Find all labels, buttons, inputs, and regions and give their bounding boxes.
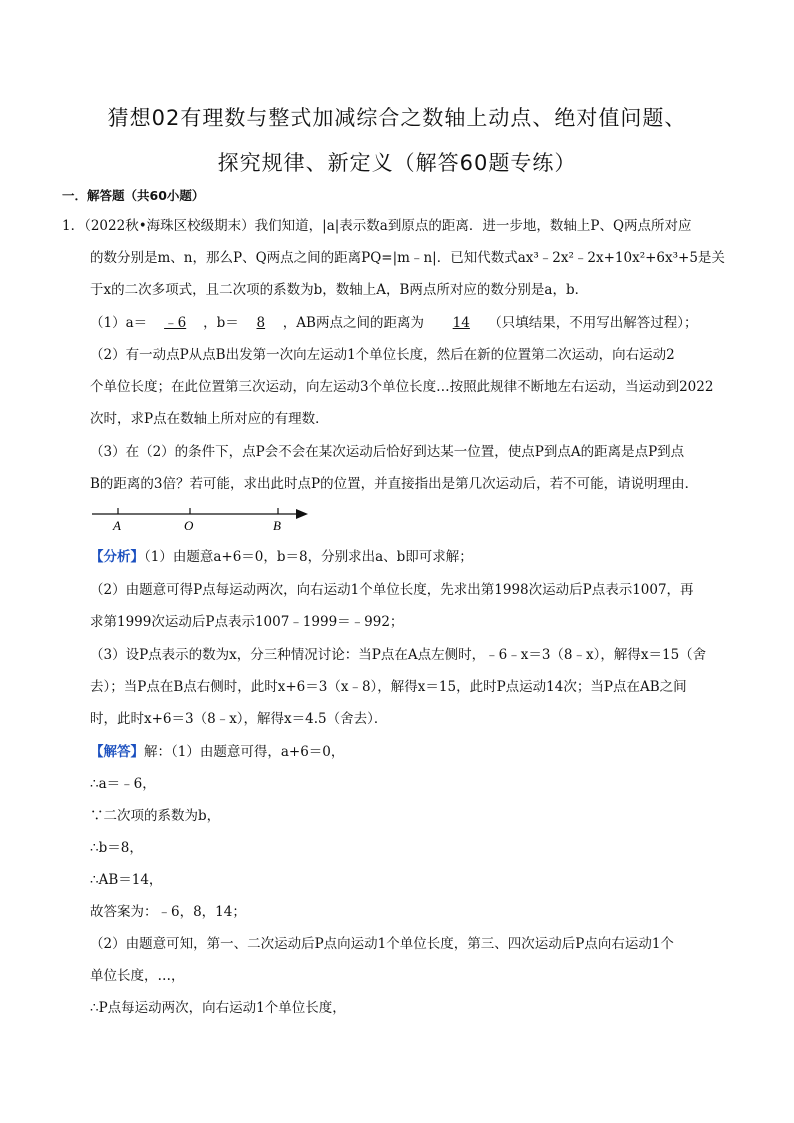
part-2-line-1: （2）有一动点P从点B出发第一次向左运动1个单位长度，然后在新的位置第二次运动，向右运动2 [90,347,675,363]
problem-number: 1． [62,218,85,234]
problem-stem-line-1: （2022秋•海珠区校级期末）我们知道，|a|表示数a到原点的距离．进一步地，数轴上P、Q两点所对应 [84,218,692,234]
solution-tag: 【解答】 [90,744,144,760]
solution-line-2: ∴a＝﹣6， [90,776,156,792]
solution-line-5: ∴AB＝14， [90,872,163,888]
analysis-line-3: 求第1999次运动后P点表示1007﹣1999＝﹣992； [90,614,404,630]
point-label-b: B [273,518,281,533]
analysis-line-1 [90,547,473,567]
solution-line-4: ∴b＝8， [90,840,143,856]
solution-line-3: ∵二次项的系数为b， [90,808,221,824]
analysis-line-5: 去）；当P点在B点右侧时，此时x+6＝3（x﹣8），解得x＝15，此时P点运动14次；当P点在AB之间 [90,679,687,695]
part-3-line-1: （3）在（2）的条件下，点P会不会在某次运动后恰好到达某一位置，使点P到点A的距离是点P到点 [90,444,685,460]
part1-mid-2: ，AB两点之间的距离为 [282,315,424,331]
part1-mid-1: ，b＝ [203,315,239,331]
solution-line-7: （2）由题意可知，第一、二次运动后P点向运动1个单位长度，第三、四次运动后P点向右运动1个 [90,936,674,952]
part-2-line-2: 个单位长度；在此位置第三次运动，向左运动3个单位长度…按照此规律不断地左右运动，当运动到2022 [90,379,714,395]
part-3-line-2: B的距离的3倍？若可能，求出此时点P的位置，并直接指出是第几次运动后，若不可能，请说明理由． [90,476,699,492]
point-label-a: A [113,518,121,533]
part1-prefix: （1）a＝ [90,315,148,331]
solution-line-6: 故答案为：﹣6，8，14； [90,904,246,920]
analysis-tag: 【分析】 [90,549,144,565]
page-title-line-1: 猜想02有理数与整式加减综合之数轴上动点、绝对值问题、 [107,106,687,130]
analysis-line-6: 时，此时x+6＝3（8﹣x），解得x＝4.5（舍去）． [90,711,388,727]
number-line-arrow-icon [296,509,308,519]
analysis-line-2: （2）由题意可得P点每运动两次，向右运动1个单位长度，先求出第1998次运动后P点表示1007，再 [90,582,694,598]
part1-suffix: （只填结果，不用写出解答过程）； [488,315,698,331]
problem-stem-line-3: 于x的二次多项式，且二次项的系数为b，数轴上A，B两点所对应的数分别是a，b． [90,282,589,298]
page-title-line-2: 探究规律、新定义（解答60题专练） [217,151,577,175]
point-label-o: O [184,518,194,533]
answer-blank-b: 8 [256,315,266,331]
number-line-figure [0,0,794,540]
answer-blank-a: ﹣6 [164,315,187,331]
problem-stem-line-2: 的数分别是m、n，那么P、Q两点之间的距离PQ=|m﹣n|．已知代数式ax³﹣2x²﹣2x+10x²+6x³+5是关 [90,250,725,266]
part-2-line-3: 次时，求P点在数轴上所对应的有理数． [90,411,329,427]
solution-line-1 [90,742,344,762]
analysis-text-1: （1）由题意a+6＝0，b＝8，分别求出a、b即可求解； [144,549,473,565]
analysis-line-4: （3）设P点表示的数为x，分三种情况讨论：当P点在A点左侧时，﹣6﹣x＝3（8﹣x），解得x＝15（舍 [90,647,707,663]
solution-line-8: 单位长度，…， [90,968,185,984]
section-heading: 一．解答题（共60小题） [62,188,205,203]
solution-text-1: 解：（1）由题意可得，a+6＝0， [144,744,345,760]
answer-blank-ab: 14 [452,315,470,331]
solution-line-9: ∴P点每运动两次，向右运动1个单位长度， [90,1000,346,1016]
